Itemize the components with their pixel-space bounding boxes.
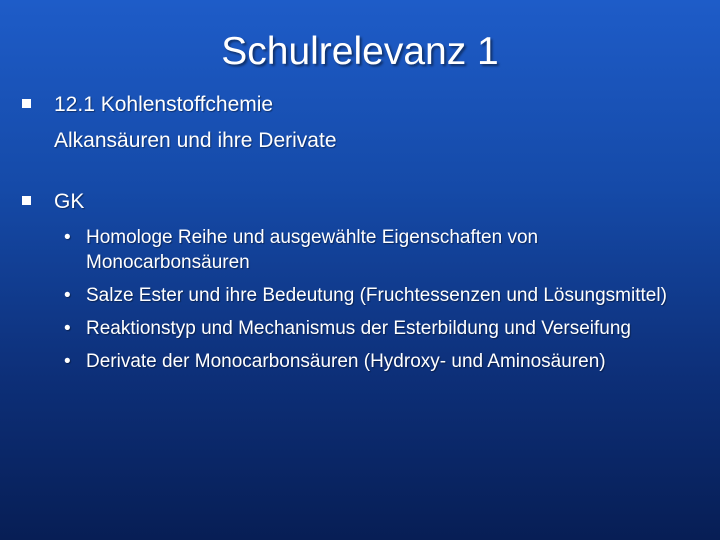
sub-bullet-item	[60, 316, 680, 341]
dot-bullet-icon: •	[64, 285, 71, 306]
bullet-text: GK	[54, 190, 85, 213]
sub-bullet-text: Salze Ester und ihre Bedeutung (Fruchtessenzen und Lösungsmittel)	[86, 285, 667, 306]
slide-title: Schulrelevanz 1	[221, 30, 499, 73]
sub-bullet-list	[60, 225, 680, 382]
bullet-text: 12.1 Kohlenstoffchemie	[54, 93, 274, 116]
dot-bullet-icon: •	[64, 227, 71, 248]
sub-bullet-item	[60, 225, 680, 275]
square-bullet-icon	[22, 99, 31, 108]
dot-bullet-icon: •	[64, 318, 71, 339]
sub-bullet-text: Derivate der Monocarbonsäuren (Hydroxy- und Aminosäuren)	[86, 351, 606, 372]
sub-bullet-item	[60, 283, 680, 308]
sub-bullet-text: Reaktionstyp und Mechanismus der Esterbildung und Verseifung	[86, 318, 631, 339]
dot-bullet-icon: •	[64, 351, 71, 372]
sub-bullet-text: Homologe Reihe und ausgewählte Eigenschaften von Monocarbonsäuren	[86, 227, 539, 273]
bullet-text: Alkansäuren und ihre Derivate	[54, 129, 337, 152]
square-bullet-icon	[22, 196, 31, 205]
sub-bullet-item	[60, 349, 680, 374]
